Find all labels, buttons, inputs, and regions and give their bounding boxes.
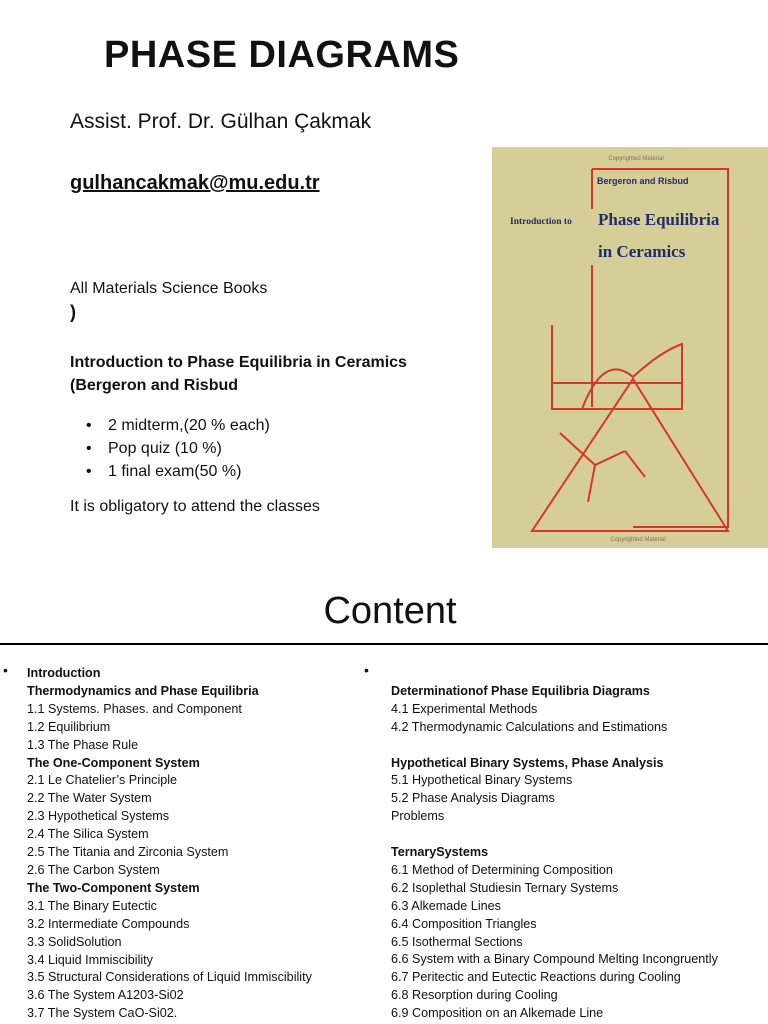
book-cover-image [492,147,768,548]
toc-item: 5.2 Phase Analysis Diagrams [391,791,555,806]
toc-item: 6.2 Isoplethal Studiesin Ternary Systems [391,880,619,895]
toc-item: 6.4 Composition Triangles [391,916,537,931]
attendance-note: It is obligatory to attend the classes [70,498,320,515]
toc-spacer [391,665,718,683]
toc-item: 6.1 Method of Determining Composition [391,862,613,877]
toc-item: 6.6 System with a Binary Compound Melting Incongruently [391,952,718,967]
toc-spacer [391,737,718,755]
bullet-marker: • [364,662,369,678]
toc-item: Problems [391,809,445,824]
toc-item: 4.2 Thermodynamic Calculations and Estimations [391,719,668,734]
grading-item: • 2 midterm,(20 % each) [86,414,270,437]
toc-item: 2.2 The Water System [27,791,152,806]
cover-title-line2: in Ceramics [598,242,686,261]
toc-item: 6.9 Composition on an Alkemade Line [391,1006,604,1021]
cover-authors: Bergeron and Risbud [597,176,689,186]
cover-title-line1: Phase Equilibria [598,210,720,229]
toc-item: 2.1 Le Chatelier’s Principle [27,773,178,788]
toc-item: 2.4 The Silica System [27,827,149,842]
toc-item: 3.4 Liquid Immiscibility [27,952,153,967]
author-name: Assist. Prof. Dr. Gülhan Çakmak [70,110,372,133]
toc-item: 1.3 The Phase Rule [27,737,139,752]
toc-item: 1.1 Systems. Phases. and Component [27,701,242,716]
toc-item: 6.3 Alkemade Lines [391,898,501,913]
cover-watermark-bottom: Copyrighted Material [610,537,666,543]
toc-item: 2.6 The Carbon System [27,862,160,877]
grading-list [86,414,270,483]
toc-item: 5.1 Hypothetical Binary Systems [391,773,573,788]
slide-divider [0,643,768,645]
toc-section-heading: TernarySystems [391,845,489,860]
toc-section-heading: The Two-Component System [27,880,200,895]
toc-item: 6.7 Peritectic and Eutectic Reactions during Cooling [391,970,681,985]
books-line: All Materials Science Books [70,280,268,297]
toc-item: 3.6 The System A1203-Si02 [27,988,184,1003]
toc-spacer [391,826,718,844]
toc-item: 4.1 Experimental Methods [391,701,538,716]
toc-section-heading: Determinationof Phase Equilibria Diagrams [391,683,650,698]
textbook-authors: (Bergeron and Risbud [70,377,239,394]
toc-item: 1.2 Equilibrium [27,719,111,734]
toc-item: 3.2 Intermediate Compounds [27,916,190,931]
content-title: Content [323,590,457,632]
textbook-title: Introduction to Phase Equilibria in Ceramics [70,354,407,371]
toc-column-right [391,665,718,1023]
toc-item: 2.3 Hypothetical Systems [27,809,170,824]
toc-section-heading: Introduction [27,666,101,680]
email-link[interactable]: gulhancakmak@mu.edu.tr [70,172,320,194]
toc-item: 6.5 Isothermal Sections [391,934,523,949]
cover-intro: Introduction to [510,217,572,227]
toc-item: 3.1 The Binary Eutectic [27,898,157,913]
toc-item: 3.3 SolidSolution [27,934,122,949]
toc-column-left [27,665,312,1023]
toc-section-heading: The One-Component System [27,755,200,770]
toc-item: 6.8 Resorption during Cooling [391,988,558,1003]
cover-watermark-top: Copyrighted Material [608,156,664,162]
textbook-reference [70,351,407,397]
cover-background [492,147,768,548]
toc-item: 3.5 Structural Considerations of Liquid Immiscibility [27,970,312,985]
toc-section-heading: Hypothetical Binary Systems, Phase Analysis [391,755,664,770]
bullet-marker: • [3,662,8,678]
toc-item: 3.7 The System CaO-Si02. [27,1006,178,1021]
toc-item: 2.5 The Titania and Zirconia System [27,845,229,860]
grading-item: • 1 final exam(50 %) [86,460,270,483]
toc-section-heading: Thermodynamics and Phase Equilibria [27,683,259,698]
slide-title: PHASE DIAGRAMS [104,34,460,76]
paren-text: ) [70,302,76,322]
grading-item: • Pop quiz (10 %) [86,437,270,460]
